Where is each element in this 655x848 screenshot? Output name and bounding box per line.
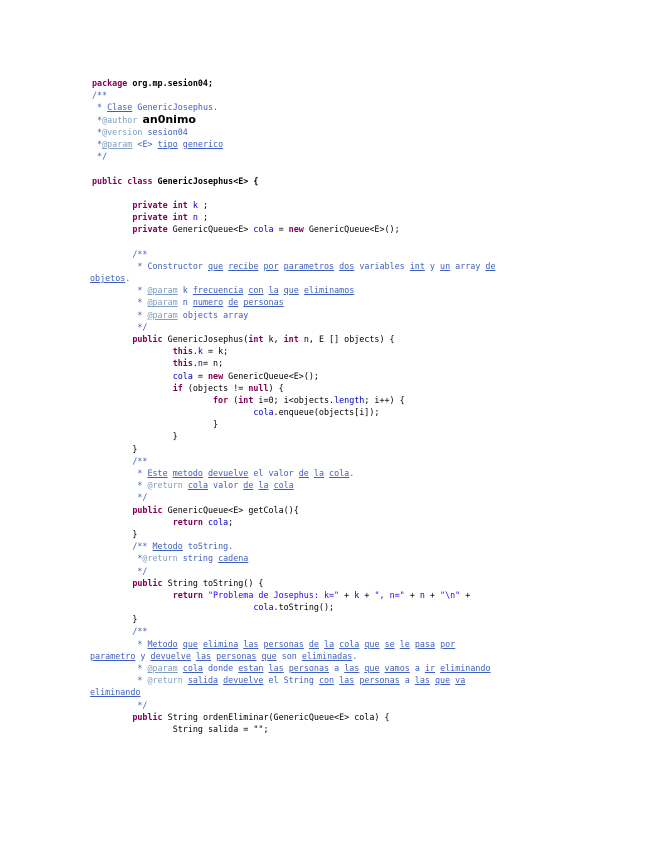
code-line	[92, 321, 637, 333]
code-token: de	[298, 468, 309, 478]
code-token: que	[434, 675, 451, 686]
code-token: int	[409, 260, 425, 271]
code-token: *	[92, 553, 143, 564]
code-token	[92, 578, 132, 588]
code-token: cola	[172, 370, 193, 381]
code-token: if	[172, 382, 183, 393]
code-line	[92, 114, 637, 126]
code-token: +	[359, 589, 375, 600]
code-token: */	[92, 321, 148, 332]
code-line	[92, 516, 637, 528]
code-token: =	[192, 370, 208, 381]
code-token: String toString() {	[162, 577, 264, 588]
code-line	[92, 723, 637, 735]
code-token: int	[248, 333, 264, 344]
code-token: k	[192, 199, 198, 210]
code-token: *	[92, 102, 108, 113]
code-token: de	[243, 480, 254, 491]
code-token: this	[172, 358, 193, 369]
code-token: }	[92, 431, 178, 442]
code-token: personas	[243, 297, 284, 308]
code-line	[92, 674, 637, 686]
code-token: elimina	[202, 638, 239, 649]
code-token: eliminando	[440, 663, 491, 673]
code-token	[92, 334, 132, 344]
code-token: public class	[92, 175, 153, 186]
code-token: generico	[182, 138, 224, 149]
code-token: objects array	[177, 309, 249, 320]
code-line	[92, 406, 637, 418]
code-token: cola	[253, 407, 274, 418]
code-line	[90, 686, 637, 698]
code-token: n	[177, 297, 193, 308]
code-line	[92, 394, 637, 406]
code-token: /**	[132, 626, 148, 637]
code-token: a	[399, 675, 415, 686]
code-line	[92, 552, 637, 564]
code-line	[92, 455, 637, 467]
code-token: <E>	[132, 138, 158, 149]
code-token: el String	[263, 675, 319, 686]
code-token: ", n="	[374, 589, 405, 600]
code-token: personas	[216, 650, 257, 661]
code-token: metodo	[172, 468, 203, 478]
code-token: .	[192, 358, 198, 369]
code-line	[92, 662, 637, 674]
code-token: ;	[228, 516, 234, 527]
code-token: .	[349, 468, 355, 478]
code-token: las	[414, 675, 430, 686]
code-token: +	[424, 589, 441, 600]
code-token: * Constructor	[92, 260, 208, 271]
code-token: Metodo	[152, 541, 183, 552]
code-token: GenericJosephus.	[132, 102, 219, 113]
code-token	[92, 517, 173, 527]
code-token: GenericQueue<E>	[167, 224, 254, 235]
code-token	[92, 200, 132, 210]
code-token: ir	[424, 663, 436, 673]
code-token: k	[177, 285, 193, 296]
code-token: devuelve	[208, 468, 249, 478]
code-line	[92, 589, 637, 601]
code-token	[92, 602, 253, 612]
code-token: las	[344, 663, 360, 673]
code-token: @return	[147, 675, 183, 686]
code-line	[92, 601, 637, 613]
code-token: a	[409, 663, 425, 673]
code-token	[92, 371, 173, 381]
code-token: eliminamos	[303, 285, 355, 296]
code-token: int	[238, 394, 254, 405]
code-line	[92, 309, 637, 321]
code-token: .toString();	[273, 602, 335, 613]
code-token: *	[92, 663, 148, 673]
code-line	[92, 211, 637, 223]
code-line	[92, 638, 637, 650]
code-token: eliminadas	[301, 650, 353, 661]
code-token: */	[92, 151, 108, 162]
code-line	[92, 504, 637, 516]
code-token: "\n"	[440, 589, 461, 600]
code-token: ) {	[268, 382, 284, 393]
code-token: private int	[132, 212, 188, 223]
code-token: *	[92, 309, 148, 320]
code-token: public	[132, 711, 163, 722]
code-token: *	[92, 480, 148, 491]
code-token: GenericJosephus<E> {	[152, 175, 259, 186]
code-line	[92, 443, 637, 455]
code-token: personas	[359, 675, 400, 686]
code-token: dos	[339, 260, 355, 271]
code-token: +	[404, 589, 420, 600]
code-token	[92, 346, 173, 356]
code-token: return	[172, 516, 203, 527]
code-token: de	[228, 297, 239, 308]
code-token: recibe	[228, 260, 259, 271]
code-token: cola	[329, 468, 350, 478]
code-token: donde	[202, 663, 239, 673]
code-token: /**	[132, 248, 148, 259]
code-token: el valor	[248, 468, 299, 478]
code-token: length	[334, 394, 365, 405]
code-line	[92, 357, 637, 369]
code-token: personas	[288, 663, 330, 673]
code-token: salida	[187, 675, 219, 686]
code-token: return	[172, 589, 203, 600]
code-token: null	[248, 382, 269, 393]
code-line	[92, 430, 637, 442]
code-token: que	[283, 285, 299, 296]
code-token: private int	[132, 199, 188, 210]
code-token: ; i++) {	[364, 394, 405, 405]
code-token: GenericQueue<E>();	[303, 224, 400, 235]
code-token: cola	[253, 602, 274, 613]
code-token: +	[460, 589, 471, 600]
code-token: @version	[102, 126, 143, 137]
code-line	[92, 89, 637, 101]
code-token: package	[92, 78, 128, 88]
code-token: la	[324, 638, 335, 649]
code-token: por	[440, 638, 456, 649]
code-token: la	[258, 480, 269, 491]
code-token: }	[92, 443, 138, 454]
code-token: */	[92, 699, 148, 710]
code-token: estan	[238, 663, 264, 673]
code-token: n	[419, 589, 425, 600]
code-token: org.mp.sesion04;	[127, 78, 214, 88]
code-line	[92, 370, 637, 382]
code-line	[92, 382, 637, 394]
code-line	[92, 565, 637, 577]
code-token: vamos	[384, 663, 410, 673]
code-token: k	[197, 346, 203, 357]
code-token: con	[248, 285, 264, 296]
code-token: que	[182, 638, 198, 649]
code-token	[92, 712, 132, 722]
code-token: *	[92, 297, 148, 308]
code-line	[92, 175, 637, 187]
code-token	[92, 456, 132, 466]
code-token: devuelve	[223, 675, 264, 686]
code-token: *	[92, 638, 148, 649]
code-token: .	[125, 273, 131, 283]
code-token	[92, 541, 132, 551]
code-token	[92, 724, 173, 734]
code-token	[92, 358, 173, 368]
code-token: GenericQueue<E> getCola(){	[162, 504, 299, 515]
code-token	[92, 505, 132, 515]
code-token: las	[339, 675, 355, 686]
code-token: objetos	[90, 273, 126, 283]
code-line	[92, 613, 637, 625]
code-line	[92, 625, 637, 637]
code-token: new	[208, 370, 224, 381]
code-token: */	[92, 565, 148, 576]
code-token: pasa	[414, 638, 436, 649]
code-token: @param	[147, 309, 178, 320]
code-token: cola	[273, 480, 294, 491]
code-token: @return	[147, 480, 183, 491]
code-token: array	[450, 260, 486, 271]
code-token: que	[207, 260, 224, 271]
code-token: .enqueue(objects[i]);	[273, 407, 380, 418]
code-line	[92, 479, 637, 491]
code-line	[92, 223, 637, 235]
code-token: public	[132, 333, 163, 344]
code-token: n, E [] objects) {	[298, 333, 395, 344]
code-token: +	[339, 589, 355, 600]
code-line	[92, 418, 637, 430]
code-token: parametros	[283, 260, 335, 271]
code-token: Este	[147, 468, 168, 478]
code-token	[92, 590, 173, 600]
code-token: numero	[192, 297, 224, 308]
code-token: las	[243, 638, 259, 649]
code-line	[92, 77, 637, 89]
code-token: variables	[354, 260, 410, 271]
code-line	[92, 187, 637, 199]
code-token: se	[384, 638, 395, 649]
code-line	[90, 650, 637, 662]
code-line	[92, 296, 637, 308]
code-token: ;	[197, 212, 208, 223]
code-token: *	[92, 114, 103, 125]
code-token: las	[195, 650, 212, 661]
code-line	[92, 467, 637, 479]
code-token	[92, 407, 253, 417]
code-token	[92, 383, 173, 393]
code-line	[92, 260, 637, 272]
code-token: tipo	[157, 138, 178, 149]
code-token: }	[92, 528, 138, 539]
code-token: cola	[187, 480, 208, 491]
code-token: personas	[263, 638, 304, 649]
code-token: .	[352, 650, 358, 661]
code-token: Clase	[107, 102, 133, 113]
code-token: =	[273, 224, 289, 235]
code-token: public	[132, 504, 163, 515]
code-line	[92, 199, 637, 211]
code-token: por	[263, 260, 279, 271]
code-token: int	[283, 333, 299, 344]
code-token: *	[92, 126, 103, 137]
code-token: this	[172, 346, 193, 357]
code-token: string	[177, 553, 219, 564]
code-token: que	[261, 650, 277, 661]
code-token: k,	[263, 333, 284, 344]
code-token: cola	[339, 638, 360, 649]
code-token: @param	[147, 285, 178, 296]
code-token: @author	[102, 114, 138, 125]
code-token: parametro	[90, 650, 136, 661]
code-token: *	[92, 285, 148, 296]
code-line	[92, 284, 637, 296]
code-line	[92, 711, 637, 723]
code-token: .	[192, 346, 198, 357]
code-token: GenericQueue<E>();	[223, 370, 319, 381]
code-token: new	[288, 224, 304, 235]
code-token: cadena	[218, 553, 249, 564]
code-token: @param	[102, 138, 133, 149]
code-token: cola	[182, 663, 203, 673]
code-line	[92, 528, 637, 540]
code-token: /**	[92, 90, 108, 101]
code-token	[92, 626, 132, 636]
code-token: /**	[132, 455, 148, 466]
code-token: String salida = "";	[172, 723, 269, 734]
code-token	[92, 212, 132, 222]
code-token: for	[213, 394, 229, 405]
code-token: son	[276, 650, 302, 661]
code-token: }	[92, 419, 219, 430]
code-token: eliminando	[90, 687, 141, 698]
code-token: an0nimo	[142, 112, 196, 126]
code-token: i=0; i<objects.	[253, 394, 335, 405]
code-line	[92, 126, 637, 138]
code-line	[92, 699, 637, 711]
code-token: *	[92, 138, 103, 149]
code-token: y	[135, 650, 151, 661]
code-token	[92, 249, 132, 259]
code-token: @param	[147, 297, 178, 308]
code-line	[92, 150, 637, 162]
code-listing	[92, 77, 637, 735]
code-token: con	[318, 675, 335, 686]
code-token: Metodo	[147, 638, 178, 649]
code-token: cola	[208, 516, 229, 527]
code-token: que	[364, 638, 380, 649]
code-line	[92, 138, 637, 150]
code-token: *	[92, 468, 148, 478]
code-token: /**	[132, 541, 153, 552]
code-token: = k;	[202, 346, 229, 357]
code-token: la	[313, 468, 324, 478]
code-token: le	[399, 638, 410, 649]
code-token: a	[329, 663, 345, 673]
code-token: String ordenEliminar(GenericQueue<E> cola) {	[162, 711, 390, 722]
code-token: un	[440, 260, 451, 271]
code-line	[92, 162, 637, 174]
code-token: ;	[197, 199, 208, 210]
code-token: de	[308, 638, 319, 649]
code-line	[92, 235, 637, 247]
code-token: @param	[147, 663, 178, 673]
code-token: }	[92, 614, 138, 625]
code-token	[92, 224, 132, 234]
code-token: */	[92, 492, 148, 503]
code-token: devuelve	[150, 650, 191, 661]
code-token: las	[268, 663, 284, 673]
code-token: va	[455, 675, 466, 686]
code-token	[92, 395, 213, 405]
code-token: (	[228, 394, 239, 405]
code-token: de	[485, 260, 496, 271]
code-line	[92, 345, 637, 357]
code-token: cola	[253, 224, 274, 235]
code-token: public	[132, 577, 163, 588]
code-token: "Problema de Josephus: k="	[208, 589, 340, 600]
code-token: la	[268, 285, 279, 296]
code-line	[92, 248, 637, 260]
code-line	[92, 540, 637, 552]
code-token: *	[92, 675, 148, 686]
code-token: toString.	[182, 541, 234, 552]
code-token: = n;	[202, 358, 224, 369]
code-token: k	[354, 589, 360, 600]
code-token: y	[424, 260, 441, 271]
code-token: frecuencia	[192, 285, 244, 296]
code-token: private	[132, 224, 168, 235]
code-token: n	[192, 212, 198, 223]
code-token: @return	[142, 553, 178, 564]
code-token: GenericJosephus(	[162, 333, 249, 344]
code-token: valor	[207, 480, 244, 491]
code-line	[92, 577, 637, 589]
code-line	[90, 272, 637, 284]
code-token: (objects !=	[182, 382, 249, 393]
code-token: n	[197, 358, 203, 369]
code-line	[92, 491, 637, 503]
code-line	[92, 333, 637, 345]
code-token: sesion04	[142, 126, 188, 137]
code-token: que	[364, 663, 380, 673]
